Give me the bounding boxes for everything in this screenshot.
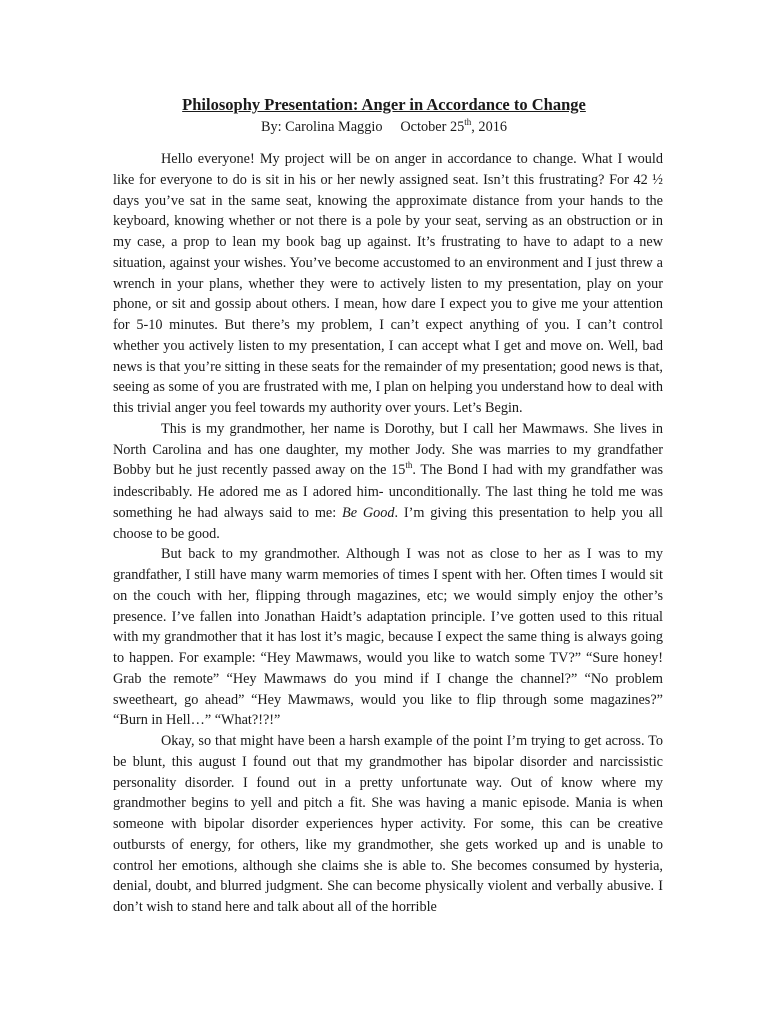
paragraph-memories: But back to my grandmother. Although I was not as close to her as I was to my grandfather, I still have many warm memories of times I spent with her. Often times I would sit on the couch with her, flipping through magazines, etc; we would simply enjoy the other’s presence. I’ve fallen into Jonathan Haidt’s adaptation principle. I’ve gotten used to this ritual with my grandmother that it has lost it’s magic, because I expect the same thing is always going to happen. For example: “Hey Mawmaws, would you like to watch some TV?” “Sure honey! Grab the remote” “Hey Mawmaws do you mind if I change the channel?” “No problem sweetheart, go ahead” “Hey Mawmaws, would you like to flip through some magazines?” “Burn in Hell…” “What?!?!”: [113, 546, 663, 729]
paragraph-grandmother-part1: This is my grandmother, her name is Dorothy, but I call her Mawmaws. She lives in North Carolina and has one daughter, my mother Jody. She was marries to my grandfather Bobby but he just recently passed away on the 15: [113, 420, 663, 479]
byline-author-date: By: Carolina Maggio October 25: [260, 119, 465, 135]
document-body: [113, 149, 663, 918]
byline-year: , 2016: [471, 119, 508, 135]
document-title: Philosophy Presentation: Anger in Accordance to Change: [182, 95, 586, 114]
paragraph-intro: Hello everyone! My project will be on anger in accordance to change. What I would like for everyone to do is sit in his or her newly assigned seat. Isn’t this frustrating? For 42 ½ days you’ve sat in the same seat, knowing the approximate distance from your hands to the keyboard, knowing whether or not there is a pole by your seat, serving as an obstruction or in my case, a prop to lean my book bag up against. It’s frustrating to have to adapt to a new situation, against your wishes. You’ve become accustomed to an environment and I just threw a wrench in your plans, whether they were to actively listen to my presentation, play on your phone, or sit and gossip about others. I mean, how dare I expect you to give me your attention for 5-10 minutes. But there’s my problem, I can’t expect anything of you. I can’t control whether you actively listen to my presentation, I can accept what I get and move on. Well, bad news is that you’re sitting in these seats for the remainder of my presentation; good news is that, seeing as some of you are frustrated with me, I plan on helping you understand how to deal with this trivial anger you feel towards my authority over yours. Let’s Begin.: [113, 151, 663, 416]
paragraph-grandmother-part2: . The Bond I had with my grandfather was indescribably. He adored me as I adored him- unconditionally. The last thing he told me was something he had always said to me:: [113, 462, 663, 521]
paragraph-grandmother: [113, 419, 663, 545]
byline: [0, 117, 768, 138]
byline-date-suffix: th: [464, 117, 472, 127]
be-good-emphasis: Be Good: [342, 504, 395, 521]
date-suffix: th: [405, 460, 413, 471]
paragraph-disorder: Okay, so that might have been a harsh example of the point I’m trying to get across. To be blunt, this august I found out that my grandmother has bipolar disorder and narcissistic personality disorder. I found out in a pretty unfortunate way. Out of know where my grandmother begins to yell and pitch a fit. She was having a manic episode. Mania is when someone with bipolar disorder experiences hyper activity. For some, this can be creative outbursts of energy, for others, like my grandmother, she gets worked up and is unable to control her emotions, although she claims she is able to. She becomes consumed by hysteria, denial, doubt, and blurred judgment. She can become physically violent and verbally abusive. I don’t wish to stand here and talk about all of the horrible: [113, 733, 663, 915]
paragraph-grandmother-part3: . I’m giving this presentation to help you all choose to be good.: [113, 504, 663, 542]
